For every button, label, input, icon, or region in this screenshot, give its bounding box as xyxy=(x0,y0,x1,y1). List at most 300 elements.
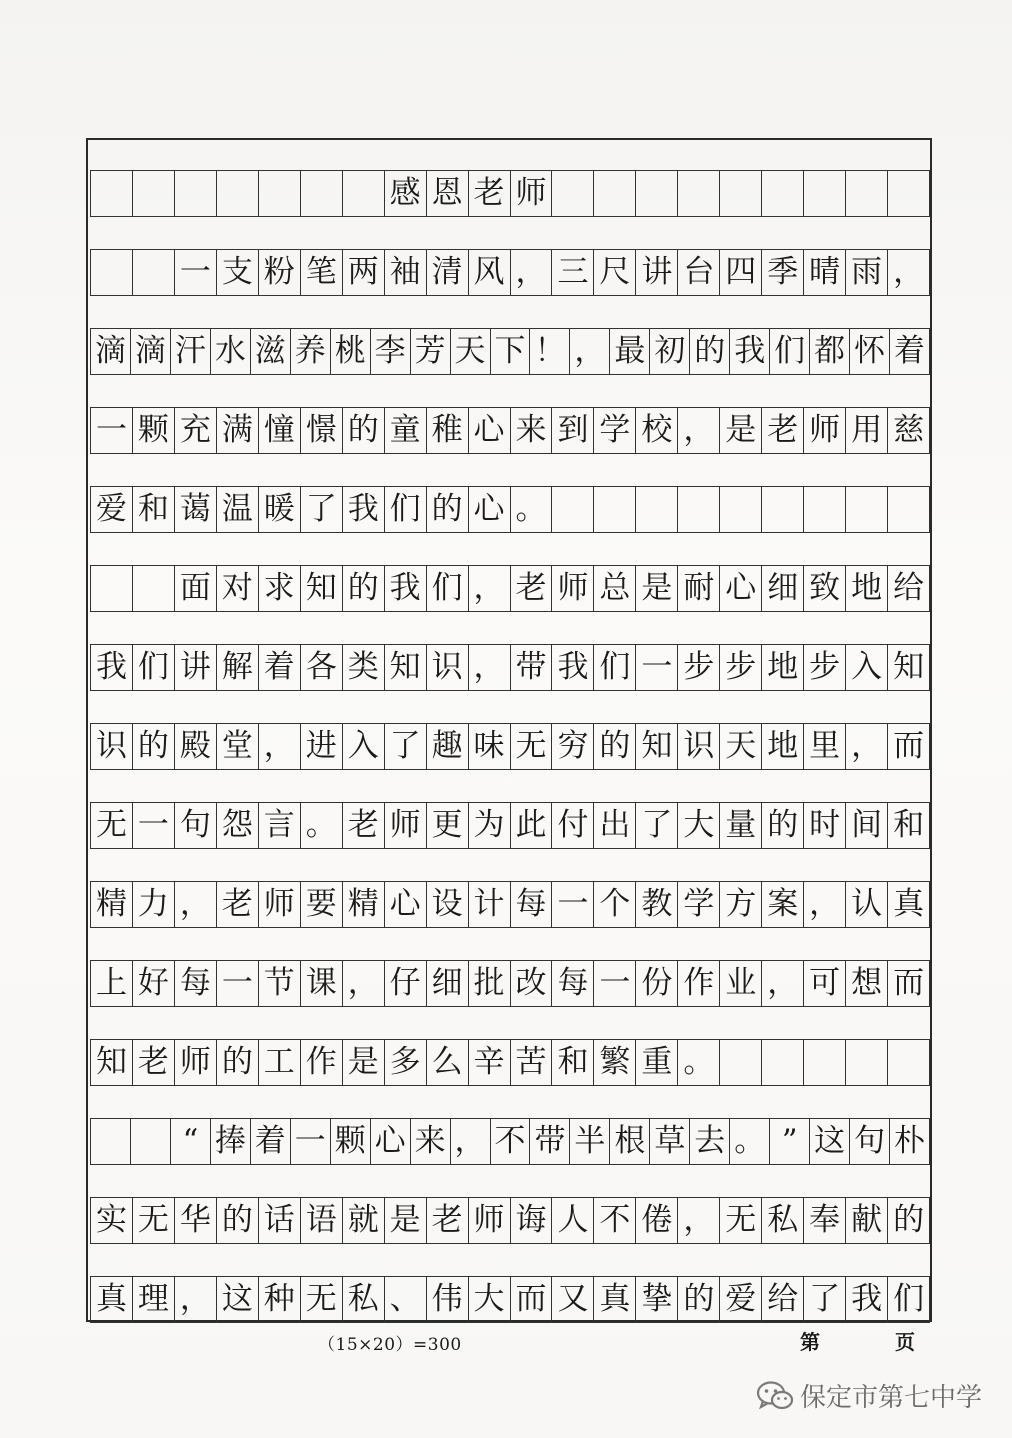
grid-cell: 识 xyxy=(90,724,132,769)
grid-cell: 我 xyxy=(729,329,769,374)
grid-cell: 人 xyxy=(551,1198,593,1243)
grid-cell: 每 xyxy=(510,882,552,927)
grid-cell: 粉 xyxy=(258,250,300,295)
grid-cell: 的 xyxy=(593,724,635,769)
grid-cell: 和 xyxy=(887,803,930,848)
grid-cell: 心 xyxy=(370,1119,410,1164)
grid-cell: 着 xyxy=(250,1119,290,1164)
grid-cell: 心 xyxy=(468,487,510,532)
grid-cell: 识 xyxy=(426,645,468,690)
grid-cell: 师 xyxy=(510,171,552,216)
grid-cell: 类 xyxy=(342,645,384,690)
grid-cell: ， xyxy=(887,250,930,295)
grid-cell: 我 xyxy=(384,566,426,611)
grid-cell: 耐 xyxy=(677,566,719,611)
grid-cell: 袖 xyxy=(384,250,426,295)
grid-cell: 老 xyxy=(510,566,552,611)
grid-cell: 稚 xyxy=(426,408,468,453)
grid-cell: 无 xyxy=(90,803,132,848)
grid-cell: 的 xyxy=(689,329,729,374)
watermark xyxy=(756,1377,982,1414)
grid-row xyxy=(90,1118,930,1165)
grid-cell: ， xyxy=(468,645,510,690)
grid-cell: 这 xyxy=(809,1119,849,1164)
grid-cell: 一 xyxy=(90,408,132,453)
grid-cell: 理 xyxy=(132,1277,174,1322)
grid-cell: 设 xyxy=(426,882,468,927)
grid-cell: 的 xyxy=(887,1198,930,1243)
grid-cell: 无 xyxy=(719,1198,761,1243)
grid-cell: 真 xyxy=(90,1277,132,1322)
grid-cell: 季 xyxy=(761,250,803,295)
grid-cell: 面 xyxy=(174,566,216,611)
grid-cell: ， xyxy=(677,408,719,453)
grid-cell: 一 xyxy=(635,645,677,690)
grid-cell: 间 xyxy=(845,803,887,848)
grid-cell: 天 xyxy=(450,329,490,374)
grid-cell: 步 xyxy=(719,645,761,690)
grid-cell: 又 xyxy=(551,1277,593,1322)
grid-cell: 一 xyxy=(593,961,635,1006)
grid-cell: 校 xyxy=(635,408,677,453)
grid-cell: 知 xyxy=(300,566,342,611)
grid-cell: 挚 xyxy=(635,1277,677,1322)
grid-cell xyxy=(887,171,930,216)
grid-cell: 私 xyxy=(761,1198,803,1243)
grid-row xyxy=(90,1039,930,1086)
grid-cell: 奉 xyxy=(803,1198,845,1243)
grid-cell: 初 xyxy=(649,329,689,374)
grid-cell: 不 xyxy=(490,1119,530,1164)
grid-cell: 芳 xyxy=(410,329,450,374)
grid-cell: 的 xyxy=(342,566,384,611)
grid-row xyxy=(90,249,930,296)
grid-cell: 种 xyxy=(258,1277,300,1322)
grid-cell: 总 xyxy=(593,566,635,611)
grid-cell: 。 xyxy=(677,1040,719,1085)
grid-cell: 就 xyxy=(342,1198,384,1243)
grid-cell: 无 xyxy=(510,724,552,769)
grid-cell: 带 xyxy=(529,1119,569,1164)
grid-cell: 解 xyxy=(216,645,258,690)
grid-cell: 为 xyxy=(468,803,510,848)
grid-cell: 华 xyxy=(174,1198,216,1243)
grid-cell: 多 xyxy=(384,1040,426,1085)
grid-cell: 用 xyxy=(845,408,887,453)
grid-cell: 付 xyxy=(551,803,593,848)
grid-cell: 汗 xyxy=(170,329,210,374)
grid-cell: 的 xyxy=(132,724,174,769)
grid-row xyxy=(90,565,930,612)
grid-cell: 的 xyxy=(761,803,803,848)
grid-cell: 风 xyxy=(468,250,510,295)
grid-cell: 老 xyxy=(216,882,258,927)
grid-cell xyxy=(677,487,719,532)
grid-cell xyxy=(216,171,258,216)
grid-cell: 倦 xyxy=(635,1198,677,1243)
grid-cell: 慈 xyxy=(887,408,930,453)
grid-cell: 时 xyxy=(803,803,845,848)
grid-cell: 可 xyxy=(803,961,845,1006)
grid-cell: 堂 xyxy=(216,724,258,769)
grid-cell: 李 xyxy=(370,329,410,374)
grid-cell xyxy=(90,250,132,295)
grid-cell: ！ xyxy=(529,329,569,374)
grid-cell: 最 xyxy=(609,329,649,374)
grid-cell: 了 xyxy=(300,487,342,532)
grid-cell: 是 xyxy=(635,566,677,611)
grid-cell: 真 xyxy=(593,1277,635,1322)
grid-cell: 课 xyxy=(300,961,342,1006)
grid-cell: ， xyxy=(510,250,552,295)
grid-cell: 滴 xyxy=(90,329,130,374)
grid-cell: 给 xyxy=(887,566,930,611)
grid-cell: 心 xyxy=(384,882,426,927)
grid-cell: 步 xyxy=(677,645,719,690)
grid-cell: 我 xyxy=(342,487,384,532)
grid-cell: 地 xyxy=(761,724,803,769)
grid-cell xyxy=(887,487,930,532)
grid-cell: 满 xyxy=(216,408,258,453)
grid-cell: 去 xyxy=(689,1119,729,1164)
grid-cell: 老 xyxy=(342,803,384,848)
grid-cell: 一 xyxy=(551,882,593,927)
grid-cell: 要 xyxy=(300,882,342,927)
grid-cell: 每 xyxy=(174,961,216,1006)
grid-row xyxy=(90,723,930,770)
grid-cell: 更 xyxy=(426,803,468,848)
grid-cell: 们 xyxy=(769,329,809,374)
grid-cell: 朴 xyxy=(889,1119,930,1164)
grid-cell: 讲 xyxy=(635,250,677,295)
grid-cell: 都 xyxy=(809,329,849,374)
grid-cell: 师 xyxy=(551,566,593,611)
grid-cell: 量 xyxy=(719,803,761,848)
grid-cell xyxy=(174,171,216,216)
grid-cell: 滴 xyxy=(130,329,170,374)
grid-row xyxy=(90,881,930,928)
grid-row xyxy=(90,328,930,375)
grid-row xyxy=(90,170,930,217)
page-label-di: 第 xyxy=(800,1330,820,1354)
grid-cell: 言 xyxy=(258,803,300,848)
grid-cell: 计 xyxy=(468,882,510,927)
grid-cell: 致 xyxy=(803,566,845,611)
grid-cell: 笔 xyxy=(300,250,342,295)
grid-cell: 入 xyxy=(845,645,887,690)
grid-cell: 献 xyxy=(845,1198,887,1243)
grid-cell: 老 xyxy=(761,408,803,453)
grid-cell: 两 xyxy=(342,250,384,295)
grid-cell: 根 xyxy=(609,1119,649,1164)
grid-cell xyxy=(845,1040,887,1085)
grid-cell: 支 xyxy=(216,250,258,295)
grid-cell: 充 xyxy=(174,408,216,453)
grid-cell: ， xyxy=(450,1119,490,1164)
grid-cell: 老 xyxy=(426,1198,468,1243)
grid-cell: 和 xyxy=(132,487,174,532)
grid-capacity-formula: （15×20）=300 xyxy=(318,1335,462,1355)
grid-row xyxy=(90,802,930,849)
grid-cell xyxy=(635,171,677,216)
grid-cell: 的 xyxy=(677,1277,719,1322)
grid-cell: 细 xyxy=(761,566,803,611)
grid-cell: 步 xyxy=(803,645,845,690)
grid-cell: 师 xyxy=(174,1040,216,1085)
grid-cell xyxy=(719,487,761,532)
grid-cell: 而 xyxy=(510,1277,552,1322)
grid-cell: 了 xyxy=(803,1277,845,1322)
grid-cell xyxy=(90,1119,130,1164)
grid-cell: 晴 xyxy=(803,250,845,295)
grid-cell: 案 xyxy=(761,882,803,927)
grid-cell: 伟 xyxy=(426,1277,468,1322)
grid-cell: 一 xyxy=(216,961,258,1006)
grid-cell: 天 xyxy=(719,724,761,769)
grid-cell: 出 xyxy=(593,803,635,848)
grid-cell xyxy=(90,566,132,611)
grid-row xyxy=(90,960,930,1007)
grid-cell: 师 xyxy=(803,408,845,453)
grid-cell xyxy=(132,566,174,611)
grid-cell: 暖 xyxy=(258,487,300,532)
grid-cell: 台 xyxy=(677,250,719,295)
page-label-ye: 页 xyxy=(895,1330,915,1354)
grid-row xyxy=(90,644,930,691)
grid-cell: 来 xyxy=(510,408,552,453)
grid-cell: ， xyxy=(845,724,887,769)
grid-cell: 知 xyxy=(90,1040,132,1085)
grid-cell: 话 xyxy=(258,1198,300,1243)
grid-cell: 趣 xyxy=(426,724,468,769)
grid-cell: 清 xyxy=(426,250,468,295)
grid-cell: ， xyxy=(677,1198,719,1243)
grid-cell: 了 xyxy=(384,724,426,769)
grid-cell: 知 xyxy=(635,724,677,769)
watermark-text: 保定市第七中学 xyxy=(800,1383,983,1413)
grid-cell: 地 xyxy=(845,566,887,611)
grid-cell: 味 xyxy=(468,724,510,769)
grid-cell: ， xyxy=(342,961,384,1006)
grid-cell xyxy=(635,487,677,532)
grid-cell: 着 xyxy=(258,645,300,690)
grid-cell xyxy=(887,1040,930,1085)
grid-cell: 业 xyxy=(719,961,761,1006)
grid-cell: 细 xyxy=(426,961,468,1006)
grid-cell: 学 xyxy=(677,882,719,927)
grid-cell: 力 xyxy=(132,882,174,927)
grid-cell: 认 xyxy=(845,882,887,927)
grid-cell: 下 xyxy=(490,329,530,374)
grid-cell: 繁 xyxy=(593,1040,635,1085)
grid-cell: 、 xyxy=(384,1277,426,1322)
grid-cell: 的 xyxy=(216,1040,258,1085)
wechat-icon xyxy=(756,1380,794,1412)
grid-cell: 真 xyxy=(887,882,930,927)
grid-cell: ， xyxy=(803,882,845,927)
grid-cell: 上 xyxy=(90,961,132,1006)
grid-cell: 爱 xyxy=(719,1277,761,1322)
grid-cell xyxy=(761,487,803,532)
grid-cell xyxy=(132,171,174,216)
grid-cell: 句 xyxy=(174,803,216,848)
grid-cell: 和 xyxy=(551,1040,593,1085)
grid-cell: 讲 xyxy=(174,645,216,690)
grid-cell: 恩 xyxy=(426,171,468,216)
grid-cell: 尺 xyxy=(593,250,635,295)
grid-cell: 是 xyxy=(342,1040,384,1085)
grid-cell: 的 xyxy=(216,1198,258,1243)
grid-cell: 而 xyxy=(887,961,930,1006)
grid-cell: ， xyxy=(258,724,300,769)
grid-cell: 师 xyxy=(258,882,300,927)
grid-cell: 批 xyxy=(468,961,510,1006)
grid-cell: 一 xyxy=(174,250,216,295)
grid-cell: 半 xyxy=(569,1119,609,1164)
grid-cell: 是 xyxy=(719,408,761,453)
grid-cell: 实 xyxy=(90,1198,132,1243)
grid-cell: 苦 xyxy=(510,1040,552,1085)
grid-cell xyxy=(803,171,845,216)
grid-cell: 个 xyxy=(593,882,635,927)
grid-cell: 憧 xyxy=(258,408,300,453)
grid-cell: 们 xyxy=(132,645,174,690)
grid-cell xyxy=(300,171,342,216)
grid-cell: 辛 xyxy=(468,1040,510,1085)
grid-cell: 此 xyxy=(510,803,552,848)
grid-cell xyxy=(551,171,593,216)
grid-cell: 老 xyxy=(468,171,510,216)
grid-cell xyxy=(803,487,845,532)
grid-cell: 大 xyxy=(468,1277,510,1322)
grid-cell: ， xyxy=(569,329,609,374)
grid-cell: 我 xyxy=(90,645,132,690)
grid-row xyxy=(90,1197,930,1244)
grid-cell: 精 xyxy=(342,882,384,927)
grid-cell: 方 xyxy=(719,882,761,927)
grid-cell: 们 xyxy=(384,487,426,532)
grid-cell: ， xyxy=(761,961,803,1006)
grid-cell: 而 xyxy=(887,724,930,769)
grid-cell: 各 xyxy=(300,645,342,690)
grid-cell: 一 xyxy=(132,803,174,848)
grid-cell: 。 xyxy=(729,1119,769,1164)
grid-cell: 三 xyxy=(551,250,593,295)
grid-cell: 入 xyxy=(342,724,384,769)
grid-cell: 穷 xyxy=(551,724,593,769)
grid-cell: 。 xyxy=(300,803,342,848)
grid-cell: 怀 xyxy=(849,329,889,374)
grid-cell: 了 xyxy=(635,803,677,848)
grid-cell: 一 xyxy=(290,1119,330,1164)
grid-cell: 不 xyxy=(593,1198,635,1243)
grid-cell: 养 xyxy=(290,329,330,374)
grid-cell: 工 xyxy=(258,1040,300,1085)
grid-cell: 我 xyxy=(551,645,593,690)
grid-cell: 殿 xyxy=(174,724,216,769)
grid-cell: 师 xyxy=(384,803,426,848)
grid-cell: 对 xyxy=(216,566,258,611)
grid-cell: 么 xyxy=(426,1040,468,1085)
grid-cell: 私 xyxy=(342,1277,384,1322)
grid-cell xyxy=(130,1119,170,1164)
grid-cell: 学 xyxy=(593,408,635,453)
grid-cell xyxy=(845,487,887,532)
grid-cell xyxy=(761,171,803,216)
grid-cell: 怨 xyxy=(216,803,258,848)
grid-cell: 颗 xyxy=(330,1119,370,1164)
grid-cell: 每 xyxy=(551,961,593,1006)
grid-cell: ， xyxy=(468,566,510,611)
grid-cell: 无 xyxy=(132,1198,174,1243)
grid-cell: 。 xyxy=(510,487,552,532)
grid-cell: 心 xyxy=(468,408,510,453)
grid-cell: 重 xyxy=(635,1040,677,1085)
grid-cell: 句 xyxy=(849,1119,889,1164)
grid-cell: 改 xyxy=(510,961,552,1006)
grid-cell xyxy=(593,171,635,216)
grid-cell: 教 xyxy=(635,882,677,927)
grid-cell: 精 xyxy=(90,882,132,927)
grid-cell: 草 xyxy=(649,1119,689,1164)
grid-cell: 颗 xyxy=(132,408,174,453)
grid-cell: 雨 xyxy=(845,250,887,295)
grid-cell: 到 xyxy=(551,408,593,453)
grid-cell: 节 xyxy=(258,961,300,1006)
grid-cell: ” xyxy=(769,1119,809,1164)
grid-cell: 滋 xyxy=(250,329,290,374)
grid-cell: 温 xyxy=(216,487,258,532)
grid-cell: 语 xyxy=(300,1198,342,1243)
grid-cell: 童 xyxy=(384,408,426,453)
grid-cell: 知 xyxy=(887,645,930,690)
grid-cell xyxy=(593,487,635,532)
grid-cell xyxy=(845,171,887,216)
grid-cell: 这 xyxy=(216,1277,258,1322)
grid-cell xyxy=(258,171,300,216)
grid-cell: 们 xyxy=(426,566,468,611)
grid-cell: 我 xyxy=(845,1277,887,1322)
grid-cell: 憬 xyxy=(300,408,342,453)
grid-cell: 着 xyxy=(889,329,930,374)
grid-cell: 诲 xyxy=(510,1198,552,1243)
grid-cell: 水 xyxy=(210,329,250,374)
grid-cell xyxy=(132,250,174,295)
grid-cell xyxy=(342,171,384,216)
grid-cell: 进 xyxy=(300,724,342,769)
grid-cell: ， xyxy=(174,1277,216,1322)
grid-cell xyxy=(803,1040,845,1085)
grid-cell: 带 xyxy=(510,645,552,690)
grid-cell xyxy=(719,171,761,216)
grid-cell: 地 xyxy=(761,645,803,690)
grid-cell: 四 xyxy=(719,250,761,295)
grid-cell: 桃 xyxy=(330,329,370,374)
grid-row xyxy=(90,1276,930,1323)
grid-cell: 蔼 xyxy=(174,487,216,532)
grid-cell: 大 xyxy=(677,803,719,848)
grid-cell: 爱 xyxy=(90,487,132,532)
grid-cell: ， xyxy=(174,882,216,927)
grid-cell: 仔 xyxy=(384,961,426,1006)
grid-cell: 想 xyxy=(845,961,887,1006)
grid-cell: 感 xyxy=(384,171,426,216)
grid-cell xyxy=(677,171,719,216)
grid-cell: 的 xyxy=(342,408,384,453)
grid-cell xyxy=(761,1040,803,1085)
grid-cell: 来 xyxy=(410,1119,450,1164)
grid-cell: 们 xyxy=(593,645,635,690)
